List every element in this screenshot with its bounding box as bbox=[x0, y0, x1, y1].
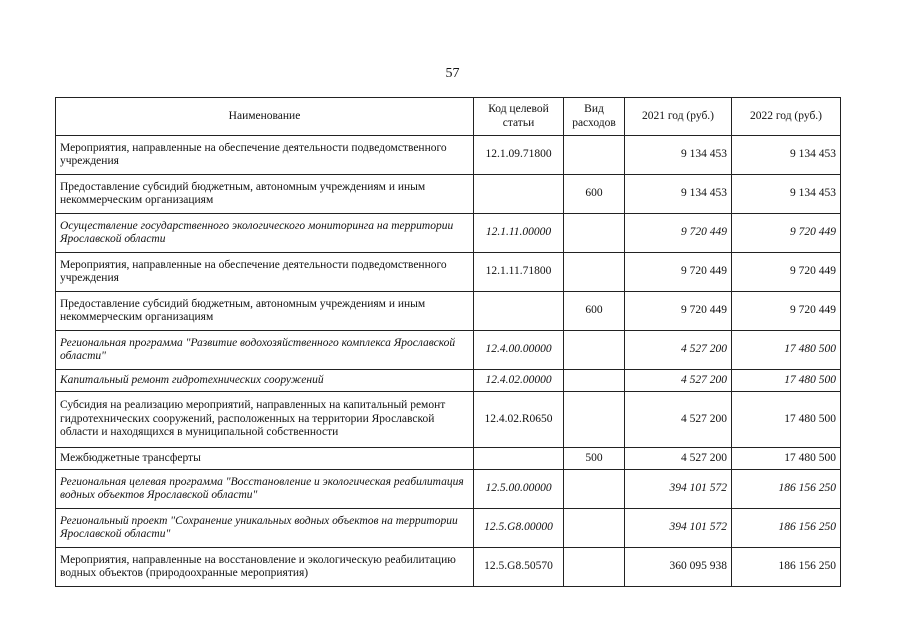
cell-code: 12.1.11.00000 bbox=[474, 214, 564, 253]
header-code: Код целевой статьи bbox=[474, 98, 564, 136]
cell-name: Межбюджетные трансферты bbox=[56, 448, 474, 470]
cell-2022: 9 134 453 bbox=[732, 175, 841, 214]
header-type: Вид расходов bbox=[564, 98, 625, 136]
cell-code bbox=[474, 448, 564, 470]
cell-expense-type bbox=[564, 392, 625, 448]
cell-code: 12.5.00.00000 bbox=[474, 470, 564, 509]
table-row bbox=[56, 253, 841, 292]
table-row bbox=[56, 370, 841, 392]
cell-2021: 4 527 200 bbox=[625, 331, 732, 370]
cell-2022: 17 480 500 bbox=[732, 331, 841, 370]
cell-2022: 186 156 250 bbox=[732, 470, 841, 509]
cell-2022: 9 720 449 bbox=[732, 214, 841, 253]
cell-expense-type bbox=[564, 548, 625, 587]
table-body bbox=[56, 136, 841, 587]
cell-code: 12.5.G8.00000 bbox=[474, 509, 564, 548]
cell-expense-type bbox=[564, 214, 625, 253]
cell-2021: 9 134 453 bbox=[625, 175, 732, 214]
header-2022: 2022 год (руб.) bbox=[732, 98, 841, 136]
cell-expense-type: 500 bbox=[564, 448, 625, 470]
cell-2021: 4 527 200 bbox=[625, 392, 732, 448]
cell-2021: 360 095 938 bbox=[625, 548, 732, 587]
cell-2021: 394 101 572 bbox=[625, 509, 732, 548]
cell-name: Региональный проект "Сохранение уникальных водных объектов на территории Ярославской области" bbox=[56, 509, 474, 548]
header-2021: 2021 год (руб.) bbox=[625, 98, 732, 136]
cell-2022: 17 480 500 bbox=[732, 370, 841, 392]
cell-code: 12.4.00.00000 bbox=[474, 331, 564, 370]
cell-2021: 9 720 449 bbox=[625, 253, 732, 292]
cell-expense-type bbox=[564, 509, 625, 548]
table-row bbox=[56, 548, 841, 587]
cell-name: Мероприятия, направленные на восстановление и экологическую реабилитацию водных объектов (природоохранные мероприятия) bbox=[56, 548, 474, 587]
cell-code bbox=[474, 175, 564, 214]
cell-2022: 186 156 250 bbox=[732, 509, 841, 548]
cell-code: 12.4.02.R0650 bbox=[474, 392, 564, 448]
cell-expense-type: 600 bbox=[564, 292, 625, 331]
table-row bbox=[56, 175, 841, 214]
cell-name: Мероприятия, направленные на обеспечение деятельности подведомственного учреждения bbox=[56, 136, 474, 175]
table-row bbox=[56, 392, 841, 448]
table-row bbox=[56, 509, 841, 548]
cell-code: 12.5.G8.50570 bbox=[474, 548, 564, 587]
header-name: Наименование bbox=[56, 98, 474, 136]
cell-expense-type bbox=[564, 136, 625, 175]
cell-name: Региональная программа "Развитие водохозяйственного комплекса Ярославской области" bbox=[56, 331, 474, 370]
cell-2022: 9 134 453 bbox=[732, 136, 841, 175]
cell-code: 12.4.02.00000 bbox=[474, 370, 564, 392]
table-row bbox=[56, 331, 841, 370]
cell-2021: 9 720 449 bbox=[625, 214, 732, 253]
cell-expense-type: 600 bbox=[564, 175, 625, 214]
cell-2021: 4 527 200 bbox=[625, 370, 732, 392]
table-row bbox=[56, 470, 841, 509]
cell-2021: 394 101 572 bbox=[625, 470, 732, 509]
table-row bbox=[56, 292, 841, 331]
cell-expense-type bbox=[564, 470, 625, 509]
cell-2022: 17 480 500 bbox=[732, 392, 841, 448]
cell-code: 12.1.11.71800 bbox=[474, 253, 564, 292]
budget-table bbox=[55, 97, 841, 587]
cell-2021: 9 134 453 bbox=[625, 136, 732, 175]
table-row bbox=[56, 214, 841, 253]
cell-code: 12.1.09.71800 bbox=[474, 136, 564, 175]
cell-code bbox=[474, 292, 564, 331]
cell-name: Мероприятия, направленные на обеспечение деятельности подведомственного учреждения bbox=[56, 253, 474, 292]
cell-2021: 4 527 200 bbox=[625, 448, 732, 470]
cell-expense-type bbox=[564, 253, 625, 292]
cell-name: Предоставление субсидий бюджетным, автономным учреждениям и иным некоммерческим организациям bbox=[56, 175, 474, 214]
cell-expense-type bbox=[564, 370, 625, 392]
cell-2022: 17 480 500 bbox=[732, 448, 841, 470]
cell-name: Субсидия на реализацию мероприятий, направленных на капитальный ремонт гидротехнических сооружений, расположенных на территории Ярославской области и находящихся в муниципальной собственности bbox=[56, 392, 474, 448]
cell-2021: 9 720 449 bbox=[625, 292, 732, 331]
table-row bbox=[56, 448, 841, 470]
cell-name: Капитальный ремонт гидротехнических сооружений bbox=[56, 370, 474, 392]
cell-name: Региональная целевая программа "Восстановление и экологическая реабилитация водных объектов Ярославской области" bbox=[56, 470, 474, 509]
table-row bbox=[56, 136, 841, 175]
cell-2022: 9 720 449 bbox=[732, 292, 841, 331]
page-number: 57 bbox=[445, 66, 460, 81]
cell-2022: 186 156 250 bbox=[732, 548, 841, 587]
header-row bbox=[56, 98, 841, 136]
cell-name: Предоставление субсидий бюджетным, автономным учреждениям и иным некоммерческим организациям bbox=[56, 292, 474, 331]
cell-expense-type bbox=[564, 331, 625, 370]
cell-name: Осуществление государственного экологического мониторинга на территории Ярославской области bbox=[56, 214, 474, 253]
cell-2022: 9 720 449 bbox=[732, 253, 841, 292]
